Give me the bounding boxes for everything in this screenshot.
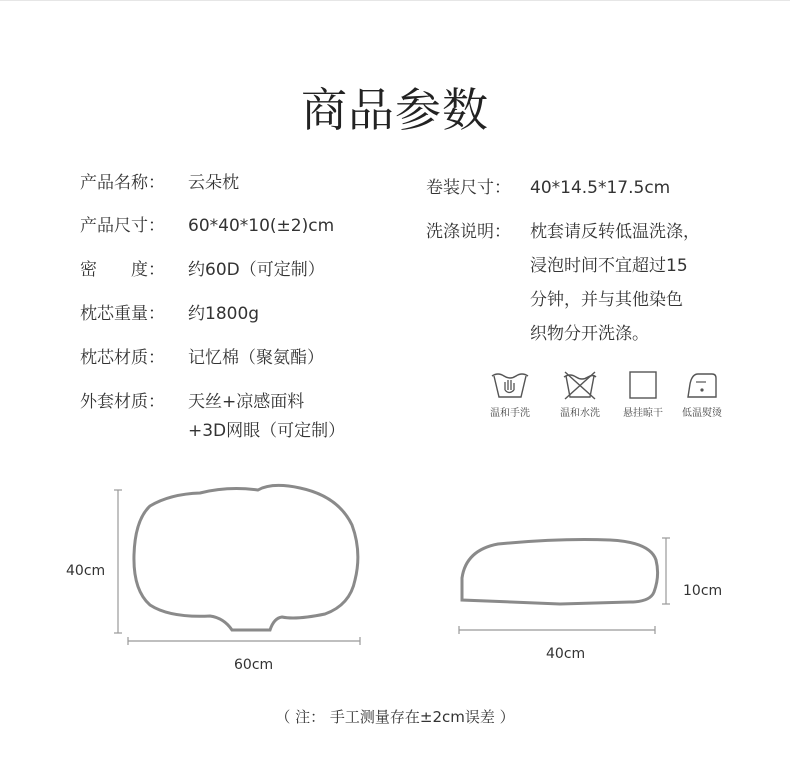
height-dimension-line	[114, 490, 122, 633]
care-label: 温和手洗	[490, 408, 530, 419]
spec-label: 洗涤说明：	[426, 222, 511, 242]
dimension-label-side-width: 40cm	[546, 646, 586, 662]
pillow-side-outline	[462, 540, 658, 605]
spec-value: 天丝+凉感面料	[188, 392, 305, 412]
care-label: 低温熨烫	[682, 408, 722, 419]
spec-label: 产品名称：	[80, 173, 165, 193]
wash-line: 织物分开洗涤。	[530, 324, 649, 344]
spec-value: 约60D（可定制）	[188, 260, 325, 280]
dimension-label-top-height: 40cm	[66, 563, 106, 579]
side-height-dimension-line	[662, 538, 670, 604]
wash-line: 枕套请反转低温洗涤，	[530, 222, 700, 242]
pillow-top-outline	[134, 485, 358, 630]
measurement-note: （ 注： 手工测量存在±2cm误差 ）	[275, 708, 515, 726]
spec-label: 卷装尺寸：	[426, 178, 511, 198]
spec-label: 枕芯重量：	[80, 304, 165, 324]
page-title: 商品参数	[301, 83, 489, 137]
spec-value: 40*14.5*17.5cm	[530, 178, 671, 198]
spec-label: 外套材质：	[80, 392, 165, 412]
width-dimension-line	[128, 637, 360, 645]
spec-label: 枕芯材质：	[80, 348, 165, 368]
spec-label: 产品尺寸：	[80, 216, 165, 236]
dimension-label-side-height: 10cm	[683, 583, 723, 599]
spec-value: 云朵枕	[188, 173, 239, 193]
spec-value: 记忆棉（聚氨酯）	[188, 348, 324, 368]
care-label: 温和水洗	[560, 408, 600, 419]
spec-value-line2: +3D网眼（可定制）	[188, 421, 346, 441]
side-width-dimension-line	[459, 626, 655, 634]
dimension-label-top-width: 60cm	[234, 657, 274, 673]
care-label: 悬挂晾干	[623, 408, 663, 419]
spec-value: 约1800g	[188, 304, 260, 324]
wash-line: 分钟，并与其他染色	[530, 290, 683, 310]
wash-line: 浸泡时间不宜超过15	[530, 256, 688, 276]
spec-value: 60*40*10(±2)cm	[188, 216, 335, 236]
spec-label: 密 度：	[80, 260, 165, 280]
